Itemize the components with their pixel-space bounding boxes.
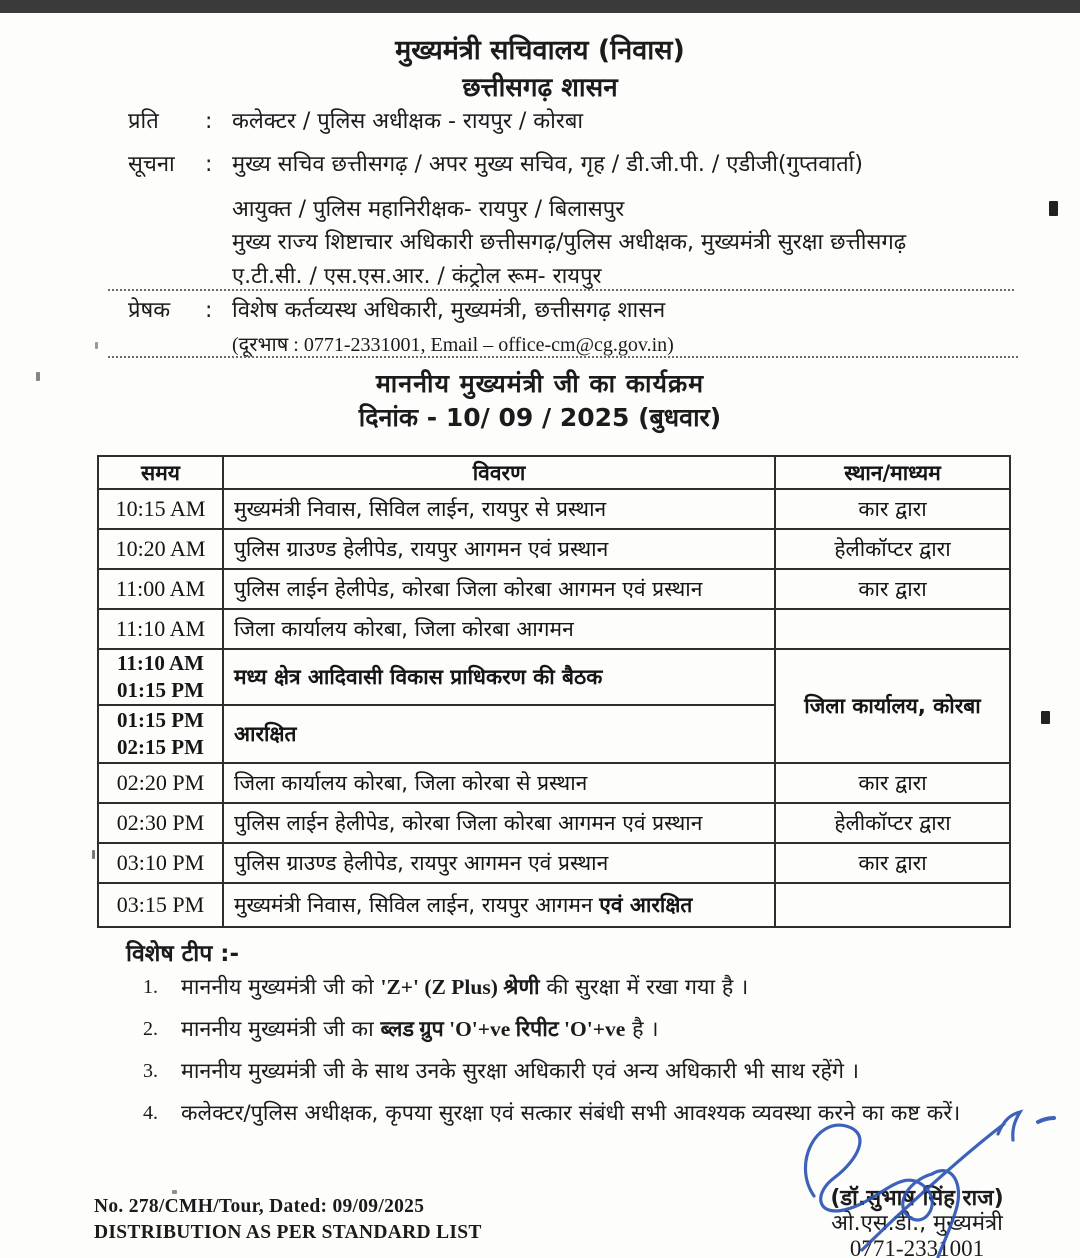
field-info	[128, 150, 863, 180]
cell-place: कार द्वारा	[775, 489, 1010, 529]
cell-time-range	[98, 705, 223, 763]
field-info-line2: आयुक्त / पुलिस महानिरीक्षक- रायपुर / बिलासपुर	[232, 197, 625, 222]
signatory-designation: ओ.एस.डी., मुख्यमंत्री	[831, 1211, 1003, 1236]
time-start: 01:15 PM	[117, 708, 204, 732]
footer-distribution: DISTRIBUTION AS PER STANDARD LIST	[94, 1222, 482, 1243]
note-number: 1.	[143, 976, 158, 998]
table-row	[98, 569, 1010, 609]
cell-details: जिला कार्यालय कोरबा, जिला कोरबा आगमन	[223, 609, 775, 649]
table-row	[98, 803, 1010, 843]
note-text	[181, 1014, 1031, 1045]
cell-details: मध्य क्षेत्र आदिवासी विकास प्राधिकरण की बैठक	[223, 649, 775, 705]
field-to-value: कलेक्टर / पुलिस अधीक्षक - रायपुर / कोरबा	[232, 109, 584, 134]
cell-details: पुलिस लाईन हेलीपेड, कोरबा जिला कोरबा आगमन एवं प्रस्थान	[223, 569, 775, 609]
field-info-colon: :	[205, 152, 213, 177]
cell-details: आरक्षित	[223, 705, 775, 763]
scan-artifact	[95, 342, 98, 349]
col-header-place: स्थान/माध्यम	[775, 456, 1010, 489]
note-seg-bold: 'Z+' (Z Plus) श्रेणी	[380, 975, 540, 999]
cell-details: पुलिस लाईन हेलीपेड, कोरबा जिला कोरबा आगमन एवं प्रस्थान	[223, 803, 775, 843]
note-item	[143, 1014, 1033, 1045]
note-text: कलेक्टर/पुलिस अधीक्षक, कृपया सुरक्षा एवं सत्कार संबंधी सभी आवश्यक व्यवस्था करने का कष्ट करें।	[181, 1101, 961, 1126]
signatory-name: (डॉ.सुभाष सिंह राज)	[830, 1186, 1004, 1211]
cell-place: हेलीकॉप्टर द्वारा	[775, 803, 1010, 843]
note-seg-bold: ब्लड ग्रुप 'O'+ve रिपीट 'O'+ve	[380, 1017, 626, 1041]
time-start: 11:10 AM	[117, 651, 204, 675]
programme-title: माननीय मुख्यमंत्री जी का कार्यक्रम	[375, 369, 705, 398]
note-item	[143, 1098, 1033, 1129]
note-seg: माननीय मुख्यमंत्री जी को	[181, 975, 381, 1000]
note-number: 4.	[143, 1102, 158, 1124]
table-row	[98, 529, 1010, 569]
note-number: 3.	[143, 1060, 158, 1082]
field-info-line1: मुख्य सचिव छत्तीसगढ़ / अपर मुख्य सचिव, गृह / डी.जी.पी. / एडीजी(गुप्तवार्ता)	[232, 152, 863, 177]
cell-time: 03:15 PM	[98, 883, 223, 927]
cell-time: 11:10 AM	[98, 609, 223, 649]
cell-place	[775, 609, 1010, 649]
cell-place	[775, 883, 1010, 927]
cell-details	[223, 883, 775, 927]
cell-place: कार द्वारा	[775, 569, 1010, 609]
scan-artifact	[1049, 201, 1058, 216]
cell-time: 10:15 AM	[98, 489, 223, 529]
scan-artifact	[92, 850, 95, 859]
field-from-label: प्रेषक	[128, 298, 171, 323]
field-info-label: सूचना	[128, 152, 175, 177]
cell-time: 03:10 PM	[98, 843, 223, 883]
col-header-details: विवरण	[223, 456, 775, 489]
schedule-table	[97, 455, 1011, 928]
note-item	[143, 1056, 1033, 1087]
table-row	[98, 843, 1010, 883]
cell-time: 11:00 AM	[98, 569, 223, 609]
table-row	[98, 609, 1010, 649]
cell-time: 02:30 PM	[98, 803, 223, 843]
cell-details: पुलिस ग्राउण्ड हेलीपेड, रायपुर आगमन एवं प्रस्थान	[223, 529, 775, 569]
table-row	[98, 883, 1010, 927]
field-info-line4: ए.टी.सी. / एस.एस.आर. / कंट्रोल रूम- रायपुर	[232, 264, 602, 289]
table-row-meeting	[98, 649, 1010, 705]
programme-date: दिनांक - 10/ 09 / 2025 (बुधवार)	[358, 403, 722, 432]
time-end: 01:15 PM	[117, 678, 204, 702]
cell-details: पुलिस ग्राउण्ड हेलीपेड, रायपुर आगमन एवं प्रस्थान	[223, 843, 775, 883]
footer-ref-number: No. 278/CMH/Tour, Dated: 09/09/2025	[94, 1196, 425, 1217]
cell-time: 02:20 PM	[98, 763, 223, 803]
note-text	[181, 972, 1031, 1003]
table-row	[98, 489, 1010, 529]
dotted-separator-bottom	[108, 356, 1018, 358]
footer-reference	[94, 1194, 482, 1246]
table-header-row	[98, 456, 1010, 489]
cell-place: कार द्वारा	[775, 763, 1010, 803]
field-to-label: प्रति	[128, 109, 159, 134]
cell-details: जिला कार्यालय कोरबा, जिला कोरबा से प्रस्थान	[223, 763, 775, 803]
note-seg: की सुरक्षा में रखा गया है ।	[539, 975, 749, 1000]
signatory-block	[782, 1186, 1052, 1258]
field-from-phone: (दूरभाष : 0771-2331001, Email – office-cm@cg.gov.in)	[232, 334, 674, 356]
details-normal: मुख्यमंत्री निवास, सिविल लाईन, रायपुर आगमन	[234, 893, 600, 917]
note-number: 2.	[143, 1018, 158, 1040]
scan-artifact	[1041, 711, 1050, 724]
time-end: 02:15 PM	[117, 735, 204, 759]
note-text: माननीय मुख्यमंत्री जी के साथ उनके सुरक्षा अधिकारी एवं अन्य अधिकारी भी साथ रहेंगे ।	[181, 1059, 860, 1084]
field-to-colon: :	[205, 109, 213, 134]
col-header-time: समय	[98, 456, 223, 489]
cell-details: मुख्यमंत्री निवास, सिविल लाईन, रायपुर से प्रस्थान	[223, 489, 775, 529]
cell-time: 10:20 AM	[98, 529, 223, 569]
field-from	[128, 296, 665, 326]
field-from-value: विशेष कर्तव्यस्थ अधिकारी, मुख्यमंत्री, छत्तीसगढ़ शासन	[232, 298, 666, 323]
scan-top-edge	[0, 0, 1080, 13]
cell-place: हेलीकॉप्टर द्वारा	[775, 529, 1010, 569]
note-item	[143, 972, 1033, 1003]
cell-place: कार द्वारा	[775, 843, 1010, 883]
field-info-line3: मुख्य राज्य शिष्टाचार अधिकारी छत्तीसगढ़/पुलिस अधीक्षक, मुख्यमंत्री सुरक्षा छत्तीसगढ़	[232, 230, 907, 255]
table-row	[98, 763, 1010, 803]
note-seg: माननीय मुख्यमंत्री जी का	[181, 1017, 381, 1042]
cell-time-range	[98, 649, 223, 705]
notes-heading: विशेष टीप :-	[126, 941, 240, 967]
field-from-colon: :	[205, 298, 213, 323]
signatory-phone: 0771-2331001	[849, 1236, 985, 1258]
scan-artifact	[36, 372, 40, 381]
scan-artifact	[172, 1190, 177, 1194]
note-seg: है ।	[625, 1017, 659, 1042]
field-to	[128, 107, 583, 137]
cell-place-merged: जिला कार्यालय, कोरबा	[775, 649, 1010, 763]
dotted-separator-top	[108, 289, 1014, 291]
letterhead-govt: छत्तीसगढ़ शासन	[462, 73, 618, 103]
notes-list	[143, 972, 1033, 1140]
letterhead-office: मुख्यमंत्री सचिवालय (निवास)	[395, 35, 685, 66]
details-bold: एवं आरक्षित	[599, 893, 693, 917]
